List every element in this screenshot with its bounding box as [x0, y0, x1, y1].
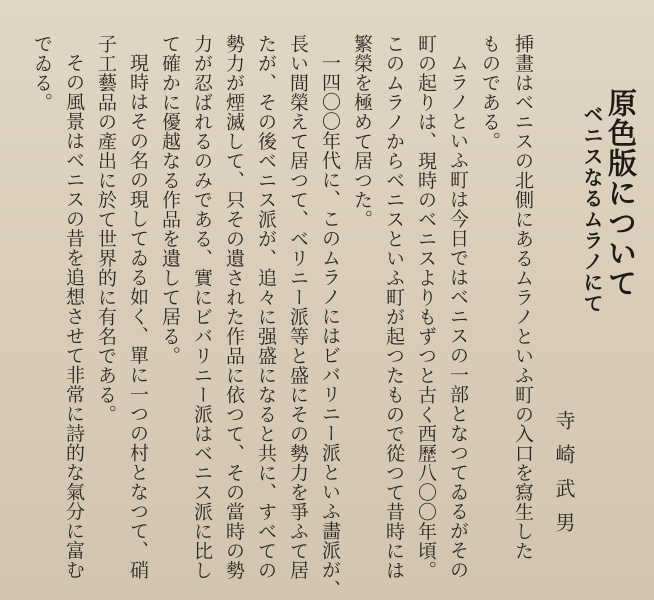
body-line: 繁榮を極めて居つた。 [351, 34, 373, 229]
body-line: 挿畫はベニスの北側にあるムラノといふ町の入口を寫生した [512, 34, 534, 561]
body-line: ものである。 [479, 34, 501, 151]
body-line: その風景はベニスの昔を追想させて非常に詩的な氣分に富む [63, 53, 85, 580]
body-line: でゐる。 [31, 34, 53, 112]
body-line: 勢力が煙滅して、只その遺された作品に依つて、その當時の勢 [223, 34, 245, 580]
body-line: 現時はその名の現してゐる如く、單に一つの村となつて、硝 [127, 53, 149, 580]
body-line: 町の起りは、現時のベニスよりもずつと古く西歷八〇〇年頃。 [415, 34, 437, 580]
body-line: たが、その後ベニス派が、追々に强盛になると共に、すべての [255, 34, 277, 580]
article-subtitle: ベニスなるムラノにて [580, 104, 604, 314]
body-line: 力が忍ばれるのみである、實にビバリニー派はベニス派に比し [191, 34, 213, 580]
body-line: 子工藝品の產出に於て世界的に有名である。 [95, 34, 117, 424]
body-line: 一四〇〇年代に、このムラノにはビバリニー派といふ畵派が、 [319, 53, 341, 599]
body-line: このムラノからベニスといふ町が起つたもので從つて昔時には [383, 34, 405, 580]
body-line: 長い間榮えて居つて、ベリニー派等と盛にその勢力を爭ふて居 [287, 34, 309, 580]
body-line: て確かに優越なる作品を遺して居る。 [159, 34, 181, 366]
body-line: ムラノといふ町は今日ではベニスの一部となつてゐるがその [447, 53, 469, 580]
author-name: 寺崎武男 [552, 410, 576, 546]
article-title: 原色版について [604, 88, 638, 298]
